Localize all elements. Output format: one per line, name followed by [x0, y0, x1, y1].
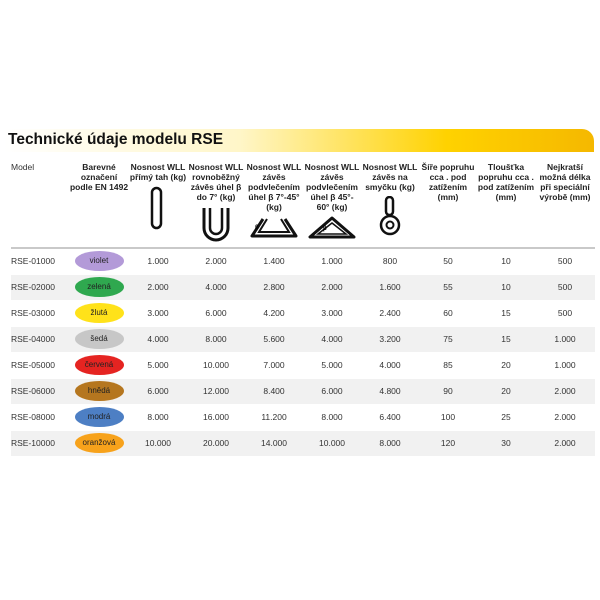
header-color: [69, 158, 129, 248]
cell-thickness: 30: [477, 430, 535, 456]
header-basket-60-text: Nosnost WLL závěs podvlečením úhel β 45°- 60° (kg): [304, 162, 360, 212]
cell-basket-60: 3.000: [303, 300, 361, 326]
cell-width: 100: [419, 404, 477, 430]
header-parallel-text: Nosnost WLL rovnoběžný závěs úhel β do 7° (kg): [188, 162, 244, 202]
cell-thickness: 10: [477, 248, 535, 274]
header-choke-text: Nosnost WLL závěs na smyčku (kg): [362, 162, 418, 192]
u-sling-icon: [196, 206, 236, 242]
header-basket-45: [245, 158, 303, 248]
color-badge: šedá: [75, 329, 124, 349]
cell-choke: 3.200: [361, 326, 419, 352]
cell-straight-lift: 8.000: [129, 404, 187, 430]
cell-color: [69, 300, 129, 326]
header-model: Model: [11, 158, 69, 248]
cell-model: RSE-02000: [11, 274, 69, 300]
cell-min-length: 500: [535, 274, 595, 300]
cell-width: 55: [419, 274, 477, 300]
cell-min-length: 1.000: [535, 352, 595, 378]
cell-parallel-lift: 2.000: [187, 248, 245, 274]
cell-width: 90: [419, 378, 477, 404]
table-row: [11, 430, 595, 456]
cell-color: [69, 404, 129, 430]
table-row: [11, 300, 595, 326]
table-row: [11, 248, 595, 274]
cell-color: [69, 326, 129, 352]
header-basket-60: [303, 158, 361, 248]
cell-basket-45: 2.800: [245, 274, 303, 300]
header-color-text: Barevné označení podle EN 1492: [69, 162, 129, 192]
cell-straight-lift: 3.000: [129, 300, 187, 326]
svg-text:β: β: [255, 225, 259, 231]
cell-model: RSE-03000: [11, 300, 69, 326]
basket-7-45-icon: [249, 216, 299, 242]
cell-straight-lift: 2.000: [129, 274, 187, 300]
cell-parallel-lift: 10.000: [187, 352, 245, 378]
header-min-length: Nejkratší možná délka při speciální výrobě (mm): [535, 158, 595, 248]
color-badge: hnědá: [75, 381, 124, 401]
cell-basket-45: 5.600: [245, 326, 303, 352]
cell-thickness: 20: [477, 352, 535, 378]
color-badge: zelená: [75, 277, 124, 297]
cell-parallel-lift: 6.000: [187, 300, 245, 326]
cell-choke: 1.600: [361, 274, 419, 300]
cell-color: [69, 378, 129, 404]
cell-basket-45: 14.000: [245, 430, 303, 456]
cell-parallel-lift: 16.000: [187, 404, 245, 430]
cell-thickness: 20: [477, 378, 535, 404]
table-row: [11, 404, 595, 430]
cell-model: RSE-01000: [11, 248, 69, 274]
cell-thickness: 25: [477, 404, 535, 430]
cell-basket-45: 7.000: [245, 352, 303, 378]
cell-choke: 800: [361, 248, 419, 274]
cell-choke: 6.400: [361, 404, 419, 430]
header-thickness: Tloušťka popruhu cca . pod zatížením (mm): [477, 158, 535, 248]
header-straight: [129, 158, 187, 248]
spec-table: [11, 158, 595, 457]
cell-thickness: 15: [477, 326, 535, 352]
cell-choke: 4.000: [361, 352, 419, 378]
color-badge: violet: [75, 251, 124, 271]
cell-basket-60: 6.000: [303, 378, 361, 404]
color-badge: modrá: [75, 407, 124, 427]
cell-color: [69, 430, 129, 456]
cell-basket-60: 1.000: [303, 248, 361, 274]
cell-model: RSE-10000: [11, 430, 69, 456]
cell-straight-lift: 4.000: [129, 326, 187, 352]
color-badge: oranžová: [75, 433, 124, 453]
cell-parallel-lift: 12.000: [187, 378, 245, 404]
cell-basket-45: 4.200: [245, 300, 303, 326]
cell-straight-lift: 1.000: [129, 248, 187, 274]
cell-width: 75: [419, 326, 477, 352]
cell-basket-45: 8.400: [245, 378, 303, 404]
cell-basket-45: 1.400: [245, 248, 303, 274]
cell-color: [69, 274, 129, 300]
header-straight-text: Nosnost WLL přímý tah (kg): [129, 162, 187, 182]
cell-basket-60: 8.000: [303, 404, 361, 430]
cell-width: 120: [419, 430, 477, 456]
table-row: [11, 274, 595, 300]
cell-color: [69, 352, 129, 378]
cell-basket-60: 10.000: [303, 430, 361, 456]
cell-thickness: 10: [477, 274, 535, 300]
page-title: Technické údaje modelu RSE: [8, 131, 224, 148]
basket-45-60-icon: [307, 216, 357, 240]
table-row: [11, 378, 595, 404]
header-parallel: [187, 158, 245, 248]
cell-model: RSE-08000: [11, 404, 69, 430]
cell-color: [69, 248, 129, 274]
cell-model: RSE-06000: [11, 378, 69, 404]
cell-straight-lift: 10.000: [129, 430, 187, 456]
cell-min-length: 2.000: [535, 430, 595, 456]
table-row: [11, 326, 595, 352]
table-row: [11, 352, 595, 378]
cell-parallel-lift: 20.000: [187, 430, 245, 456]
cell-thickness: 15: [477, 300, 535, 326]
cell-basket-45: 11.200: [245, 404, 303, 430]
cell-basket-60: 4.000: [303, 326, 361, 352]
cell-basket-60: 5.000: [303, 352, 361, 378]
cell-min-length: 500: [535, 300, 595, 326]
cell-min-length: 500: [535, 248, 595, 274]
cell-min-length: 2.000: [535, 378, 595, 404]
cell-choke: 4.800: [361, 378, 419, 404]
cell-min-length: 1.000: [535, 326, 595, 352]
table-header-row: [11, 158, 595, 248]
cell-choke: 8.000: [361, 430, 419, 456]
cell-width: 50: [419, 248, 477, 274]
svg-text:β: β: [323, 226, 327, 232]
color-badge: žlutá: [75, 303, 124, 323]
cell-model: RSE-05000: [11, 352, 69, 378]
cell-straight-lift: 5.000: [129, 352, 187, 378]
header-basket-45-text: Nosnost WLL závěs podvlečením úhel β 7°-45° (kg): [246, 162, 302, 212]
cell-width: 85: [419, 352, 477, 378]
cell-choke: 2.400: [361, 300, 419, 326]
header-choke: [361, 158, 419, 248]
header-width: Šíře popruhu cca . pod zatížením (mm): [419, 158, 477, 248]
cell-width: 60: [419, 300, 477, 326]
cell-parallel-lift: 4.000: [187, 274, 245, 300]
cell-parallel-lift: 8.000: [187, 326, 245, 352]
straight-lift-icon: [148, 186, 168, 230]
cell-basket-60: 2.000: [303, 274, 361, 300]
cell-straight-lift: 6.000: [129, 378, 187, 404]
color-badge: červená: [75, 355, 124, 375]
cell-min-length: 2.000: [535, 404, 595, 430]
cell-model: RSE-04000: [11, 326, 69, 352]
choke-hitch-icon: [375, 196, 405, 238]
title-banner: [4, 129, 594, 152]
